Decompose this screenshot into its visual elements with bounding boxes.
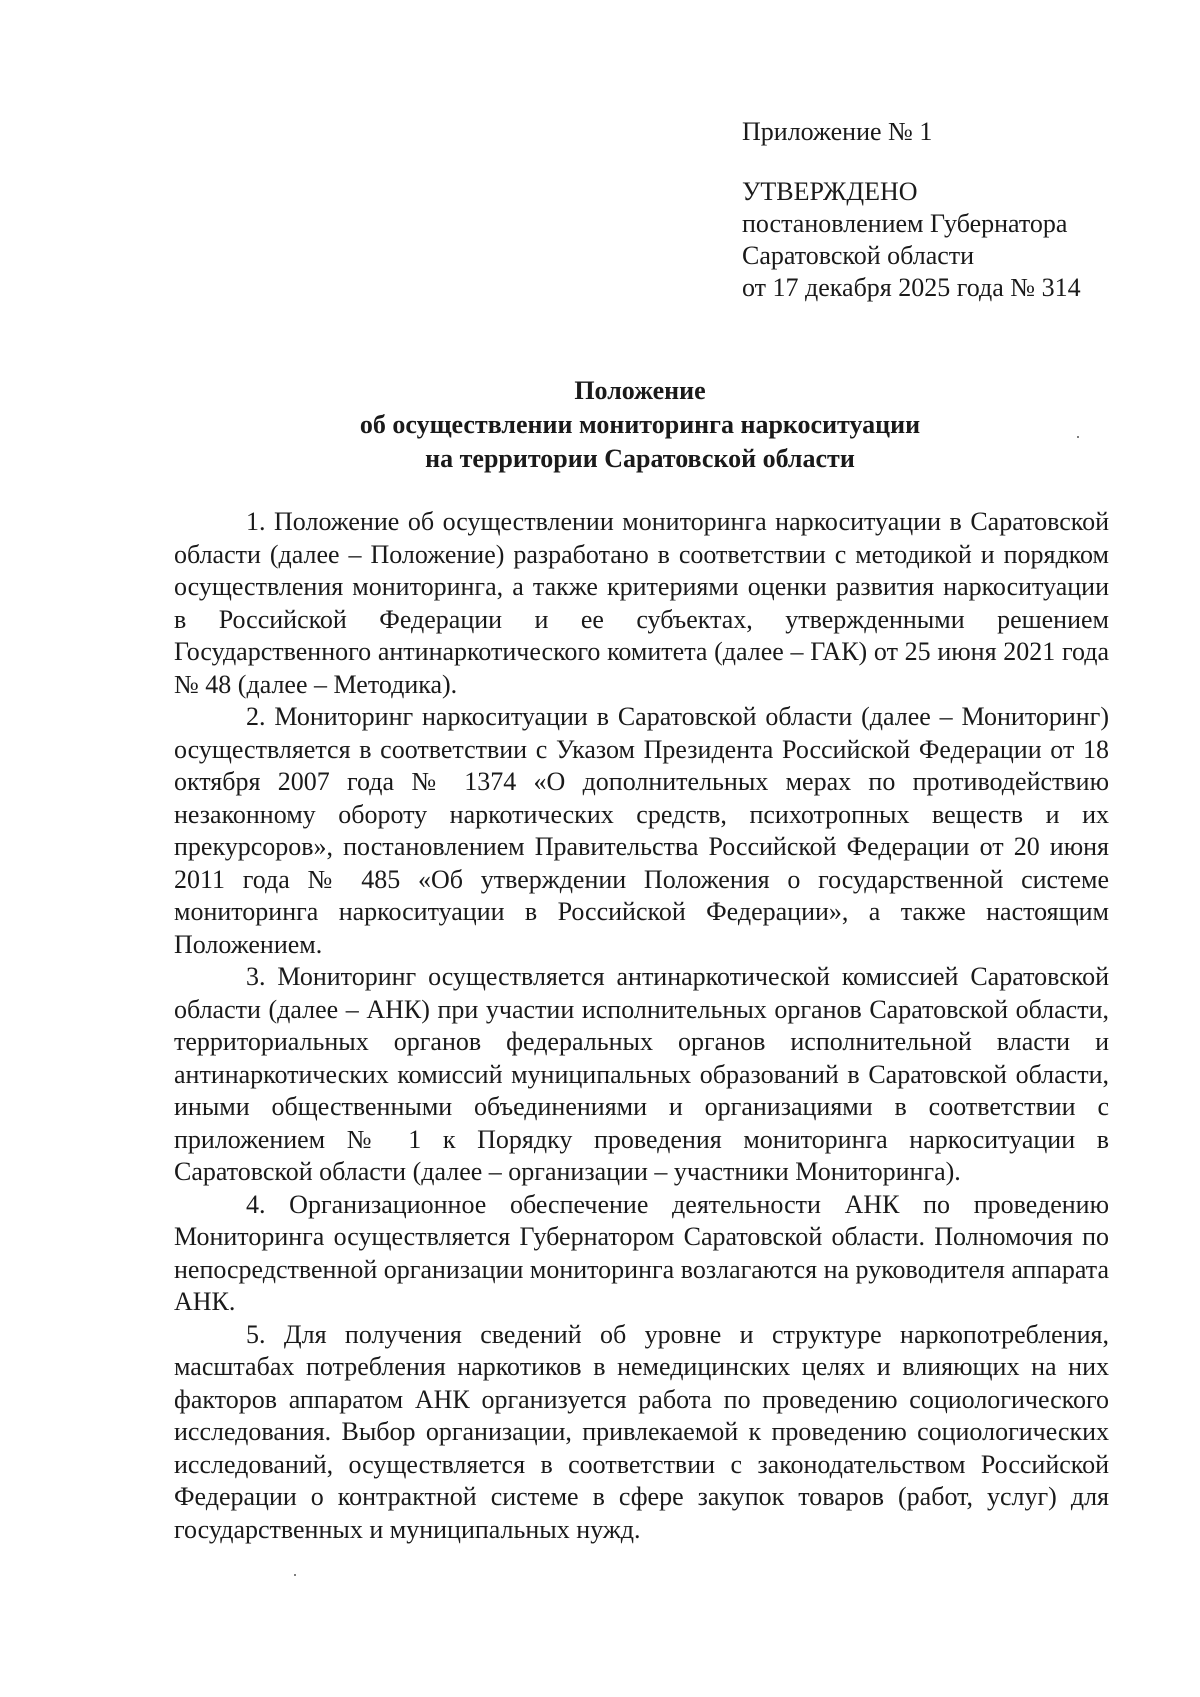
document-title	[170, 374, 1110, 476]
scan-speck	[294, 1574, 296, 1576]
approval-line-3: от 17 декабря 2025 года № 314	[742, 273, 1081, 302]
title-line-1: Положение	[574, 376, 706, 405]
approval-line-1: постановлением Губернатора	[742, 209, 1068, 238]
appendix-label: Приложение № 1	[742, 117, 933, 146]
scan-speck	[1077, 436, 1079, 438]
title-line-2: об осуществлении мониторинга наркоситуации	[359, 410, 921, 439]
paragraph-2: 2. Мониторинг наркоситуации в Саратовской области (далее – Мониторинг) осуществляется в соответствии с Указом Президента Российской Федерации от 18 октября 2007 года № 1374 «О дополнительных мерах по противодействию незаконному обороту наркотических средств, психотропных веществ и их прекурсоров», постановлением Правительства Российской Федерации от 20 июня 2011 года № 485 «Об утверждении Положения о государственной системе мониторинга наркоситуации в Российской Федерации», а также настоящим Положением.	[174, 702, 1109, 959]
title-line-3: на территории Саратовской области	[425, 444, 855, 473]
paragraph-1: 1. Положение об осуществлении мониторинга наркоситуации в Саратовской области (далее – Положение) разработано в соответствии с методикой и порядком осуществления мониторинга, а также критериями оценки развития наркоситуации в Российской Федерации и ее субъектах, утвержденными решением Государственного антинаркотического комитета (далее – ГАК) от 25 июня 2021 года № 48 (далее – Методика).	[174, 507, 1109, 699]
approval-block	[742, 176, 1081, 304]
paragraph-3: 3. Мониторинг осуществляется антинаркотической комиссией Саратовской области (далее – АНК) при участии исполнительных органов Саратовской области, территориальных органов федеральных органов исполнительной власти и антинаркотических комиссий муниципальных образований в Саратовской области, иными общественными объединениями и организациями в соответствии с приложением № 1 к Порядку проведения мониторинга наркоситуации в Саратовской области (далее – организации – участники Мониторинга).	[174, 962, 1109, 1186]
document-body	[174, 506, 1109, 1546]
approval-stamp: УТВЕРЖДЕНО	[742, 177, 918, 206]
approval-line-2: Саратовской области	[742, 241, 975, 270]
paragraph-4: 4. Организационное обеспечение деятельности АНК по проведению Мониторинга осуществляется Губернатором Саратовской области. Полномочия по непосредственной организации мониторинга возлагаются на руководителя аппарата АНК.	[174, 1189, 1109, 1316]
paragraph-5: 5. Для получения сведений об уровне и структуре наркопотребления, масштабах потребления наркотиков в немедицинских целях и влияющих на них факторов аппаратом АНК организуется работа по проведению социологического исследования. Выбор организации, привлекаемой к проведению социологических исследований, осуществляется в соответствии с законодательством Российской Федерации о контрактной системе в сфере закупок товаров (работ, услуг) для государственных и муниципальных нужд.	[174, 1319, 1109, 1544]
